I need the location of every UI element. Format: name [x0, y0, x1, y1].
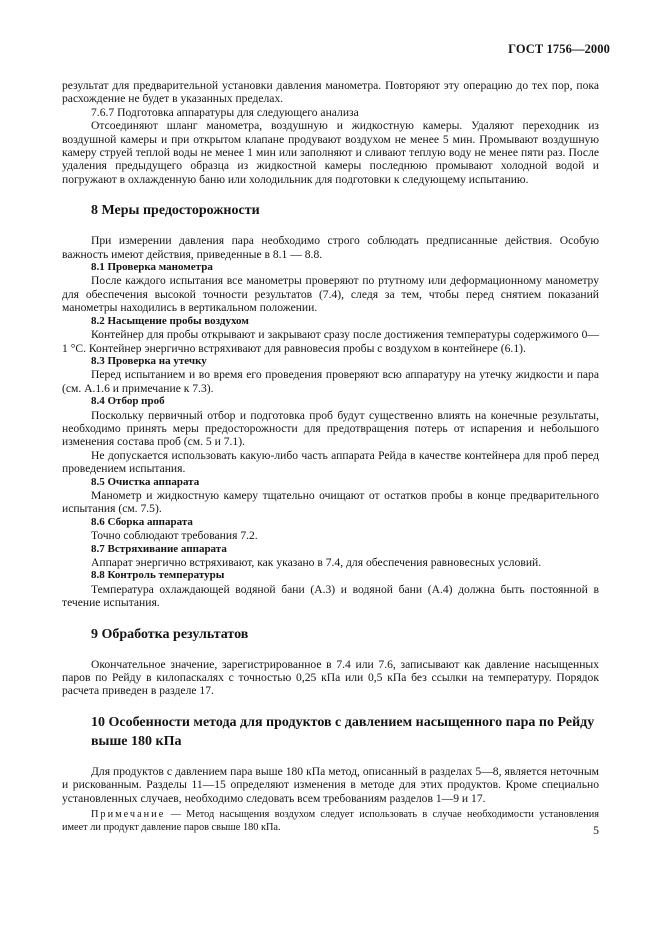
- paragraph: После каждого испытания все манометры проверяют по ртутному или деформационному манометру для обеспечения высокой точности результатов (7.4), следя за тем, чтобы перед снятием показаний манометры находились в вертикальном положении.: [62, 274, 599, 315]
- standard-designation: ГОСТ 1756—2000: [508, 42, 610, 56]
- page-content: [62, 79, 599, 834]
- subsection-heading-8-6: 8.6 Сборка аппарата: [91, 515, 193, 528]
- paragraph: Температура охлаждающей водяной бани (А.3) и водяной бани (А.4) должна быть постоянной в течение испытания.: [62, 582, 599, 610]
- paragraph: Аппарат энергично встряхивают, как указано в 7.4, для обеспечения равновесных условий.: [91, 556, 542, 569]
- paragraph: Отсоединяют шланг манометра, воздушную и жидкостную камеры. Удаляют переходник из воздушной камеры и при открытом клапане продувают воздухом не менее 5 мин. Промывают воздушную камеру струей теплой воды не менее 1 мин или заполняют и сливают теплую воду не менее пяти раз. После удаления предыдущего образца из жидкостной камеры последнюю промывают холодной водой и погружают в охлажденную баню или холодильник для подготовки к следующему испытанию.: [62, 119, 599, 186]
- subsection-heading-8-1: 8.1 Проверка манометра: [91, 261, 213, 274]
- paragraph: Поскольку первичный отбор и подготовка проб будут существенно влиять на конечные результаты, необходимо принять меры предосторожности для предотвращения потерь от испарения и небольшого изменения состава проб (см. 5 и 7.1).: [62, 408, 599, 449]
- subsection-heading-8-3: 8.3 Проверка на утечку: [91, 354, 207, 367]
- subsection-heading-8-8: 8.8 Контроль температуры: [91, 569, 225, 582]
- paragraph: Контейнер для пробы открывают и закрывают сразу после достижения температуры содержимого 0—1 °С. Контейнер энергично встряхивают для равновесия пробы с воздухом в контейнере (6.1).: [62, 328, 599, 355]
- paragraph: результат для предварительной установки давления манометра. Повторяют эту операцию до тех пор, пока расхождение не будет в указанных пределах.: [62, 79, 599, 106]
- paragraph: При измерении давления пара необходимо строго соблюдать предписанные действия. Особую важность имеют действия, приведенные в 8.1 — 8.8.: [62, 234, 599, 261]
- paragraph: Окончательное значение, зарегистрированное в 7.4 или 7.6, записывают как давление насыщенных паров по Рейду в килопаскалях с точностью 0,25 кПа или 0,5 кПа без ссылки на температуру. Порядок расчета приведен в разделе 17.: [62, 657, 599, 698]
- note-text: — Метод насыщения воздухом следует использовать в случае необходимости установления имеет ли продукт давление паров свыше 180 кПа.: [62, 809, 599, 833]
- subsection-heading-7-6-7: 7.6.7 Подготовка аппаратуры для следующего анализа: [91, 105, 359, 119]
- paragraph: Для продуктов с давлением пара выше 180 кПа метод, описанный в разделах 5—8, является неточным и рискованным. Разделы 11—15 определяют изменения в методе для этих продуктов. Кроме специально установленных случаев, необходимо следовать всем требованиям разделов 1—9 и 17.: [62, 764, 599, 805]
- subsection-heading-8-5: 8.5 Очистка аппарата: [91, 475, 200, 488]
- paragraph: Не допускается использовать какую-либо часть аппарата Рейда в качестве контейнера для проб перед проведением испытания.: [62, 448, 599, 476]
- subsection-heading-8-7: 8.7 Встряхивание аппарата: [91, 542, 227, 555]
- paragraph: Перед испытанием и во время его проведения проверяют всю аппаратуру на утечку жидкости и пара (см. А.1.6 и примечание к 7.3).: [62, 368, 599, 395]
- subsection-heading-8-4: 8.4 Отбор проб: [91, 395, 165, 408]
- section-9-title: 9 Обработка результатов: [91, 626, 249, 642]
- section-10-title: 10 Особенности метода для продуктов с давлением насыщенного пара по Рейду выше 180 кПа: [91, 714, 595, 749]
- paragraph: Манометр и жидкостную камеру тщательно очищают от остатков пробы в конце предварительного испытания (см. 7.5).: [62, 488, 599, 516]
- subsection-heading-8-2: 8.2 Насыщение пробы воздухом: [91, 314, 249, 327]
- page-number: 5: [593, 823, 599, 837]
- note-label: Примечание: [91, 809, 166, 821]
- note: [62, 809, 599, 834]
- paragraph: Точно соблюдают требования 7.2.: [91, 529, 258, 543]
- section-8-title: 8 Меры предосторожности: [91, 203, 260, 219]
